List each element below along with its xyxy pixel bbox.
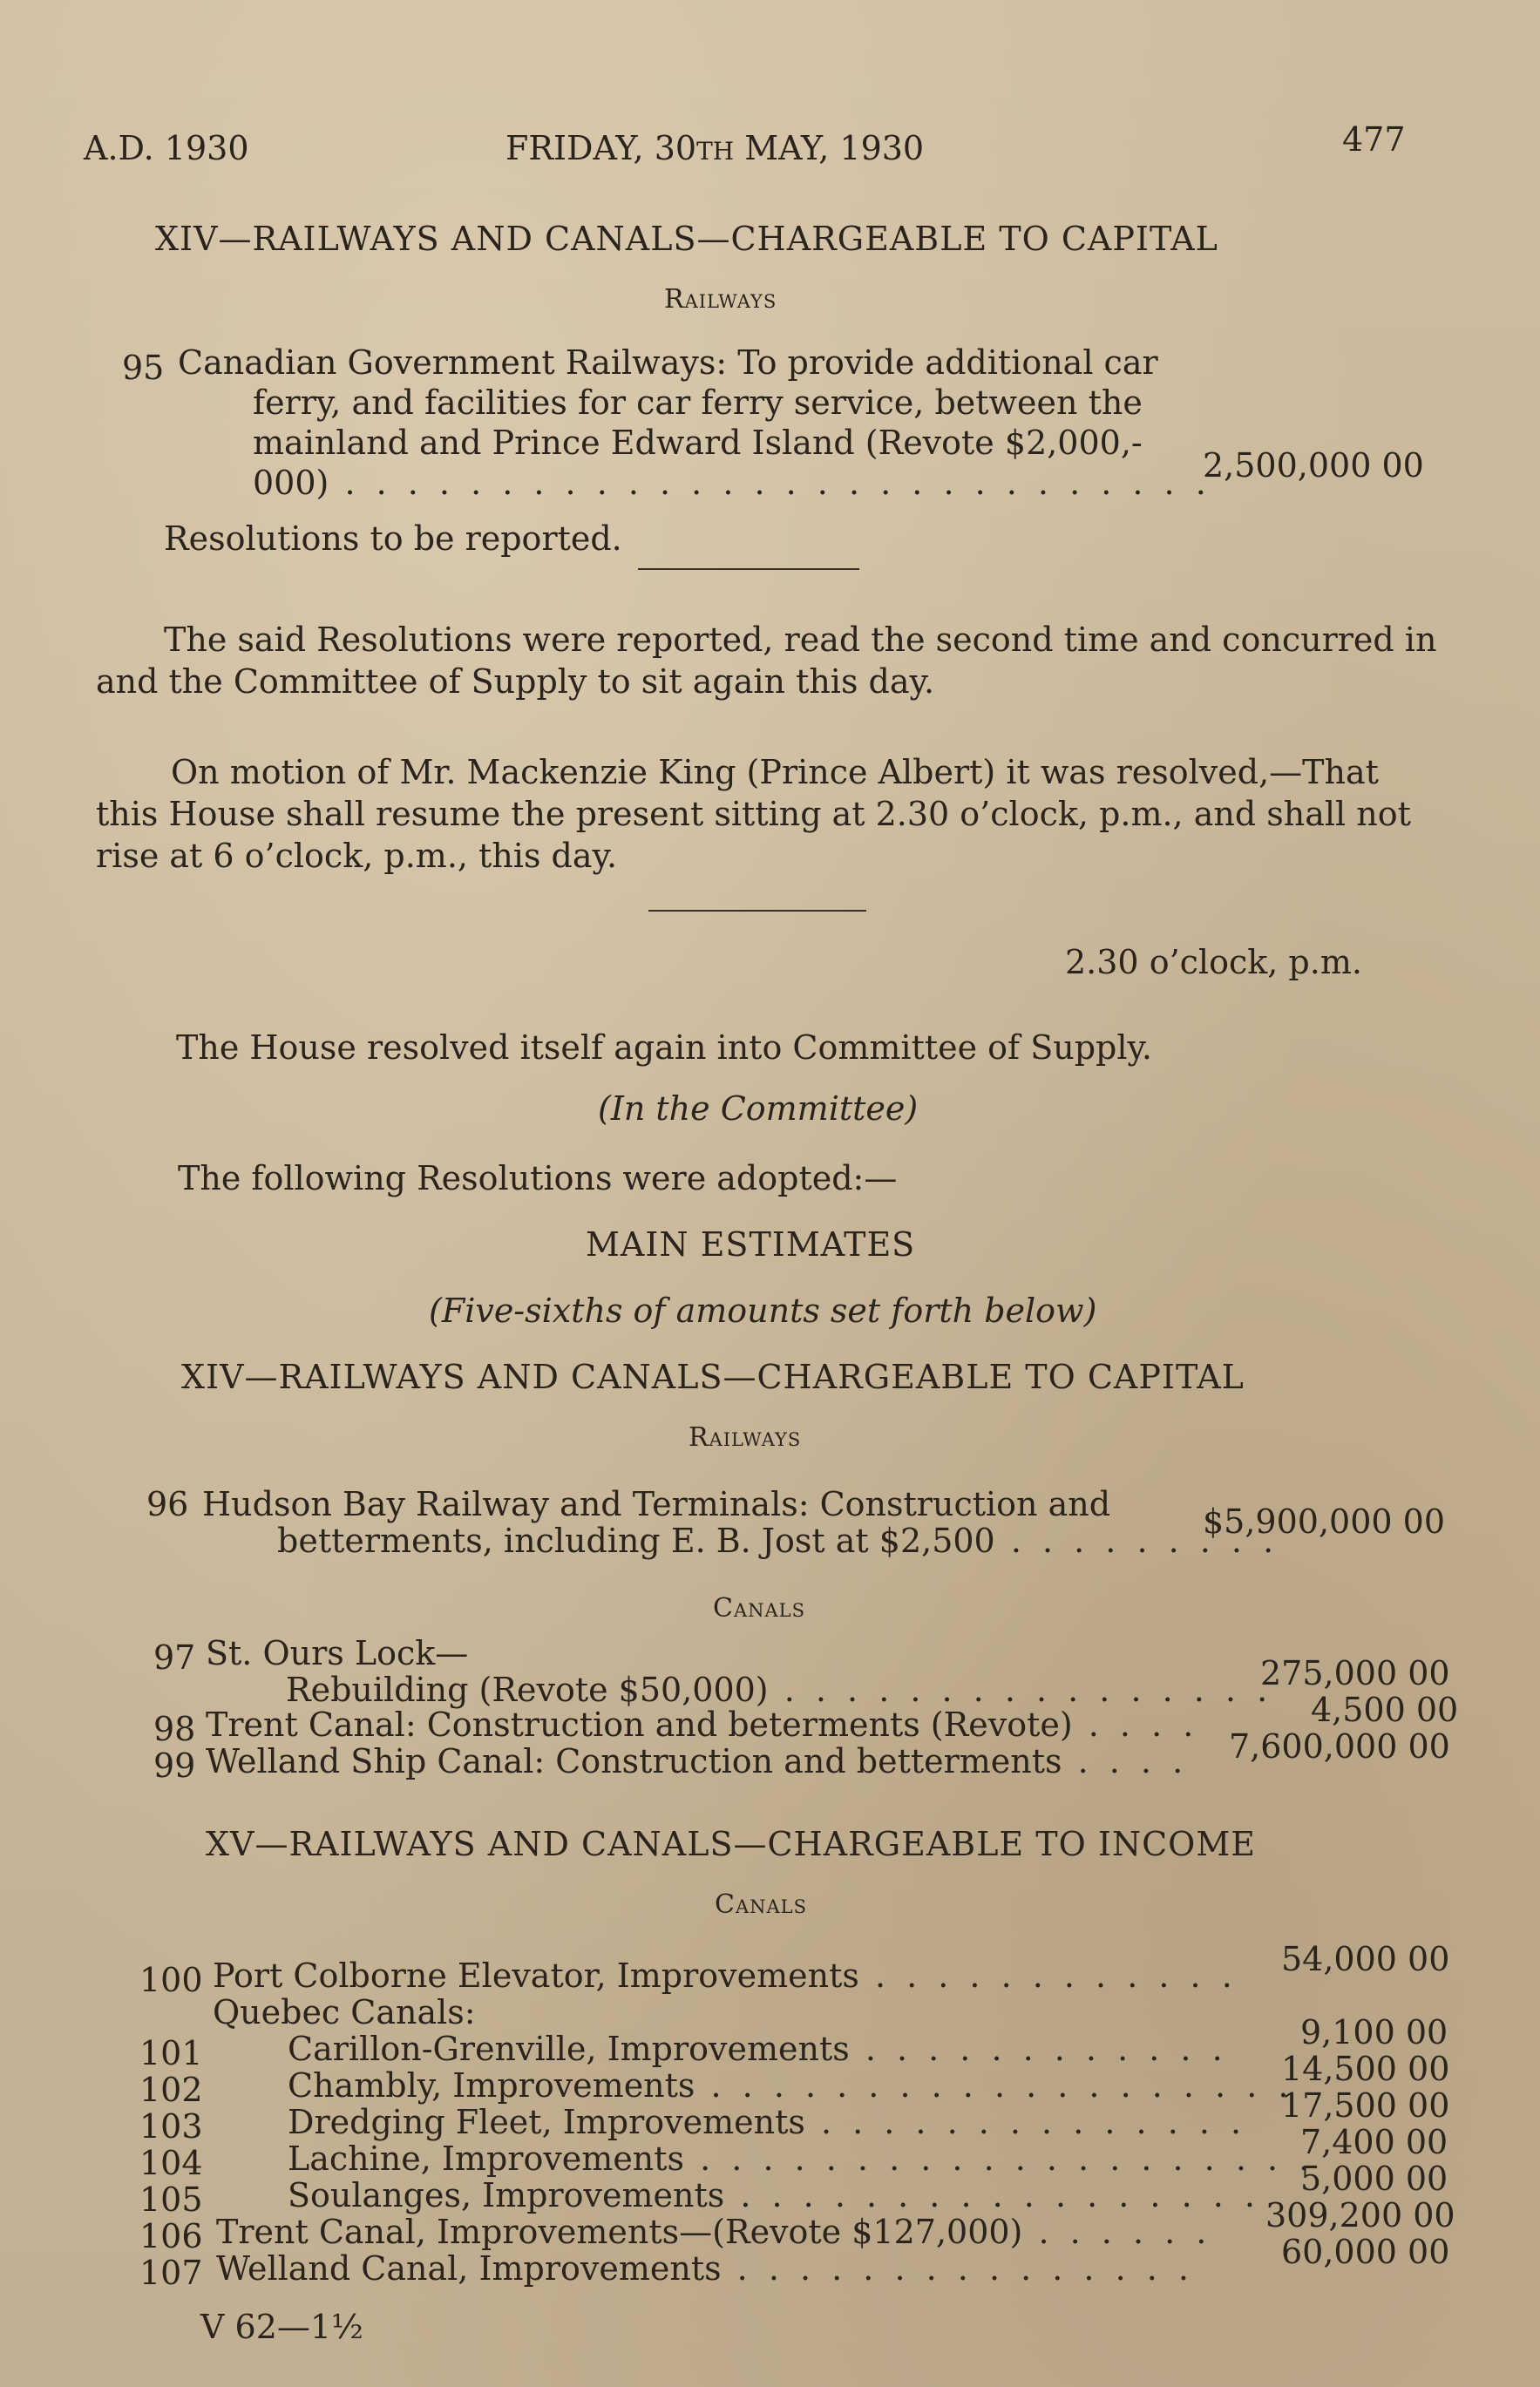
item-99-amount: 7,600,000 00: [1229, 1727, 1450, 1766]
section-subtitle-canals-income: Canals: [715, 1889, 807, 1920]
leader-dots: . . . . . . . . . . . . . . . .: [768, 1671, 1273, 1709]
para4: The following Resolutions were adopted:—: [178, 1159, 898, 1197]
para3: The House resolved itself again into Committee of Supply.: [176, 1028, 1152, 1067]
item-105-amount: 5,000 00: [1300, 2160, 1448, 2198]
header-date-post: MAY, 1930: [734, 129, 925, 167]
leader-dots: . . . . . . . . . . . . . .: [804, 2103, 1247, 2141]
item-104-label: [288, 2140, 1314, 2177]
item-107-amount: 60,000 00: [1281, 2233, 1450, 2271]
item-number-98: 98: [153, 1710, 196, 1748]
item-96-line2: [277, 1520, 1279, 1562]
item-97-line2-text: Rebuilding (Revote $50,000): [286, 1671, 769, 1709]
leader-dots: . . . . . . . . . . . . . . . . . . . . . . . . . . . .: [329, 464, 1211, 502]
main-estimates-title: MAIN ESTIMATES: [586, 1225, 916, 1264]
item-number-105: 105: [139, 2180, 203, 2219]
item-95-line4: [253, 462, 1211, 504]
item-95-amount: 2,500,000 00: [1203, 446, 1424, 485]
item-number-103: 103: [139, 2107, 203, 2146]
item-101-amount: 9,100 00: [1300, 2013, 1448, 2051]
item-101-label: [288, 2031, 1228, 2067]
leader-dots: . . . . . . . . . . . . . . . . .: [724, 2176, 1260, 2214]
section-subtitle-railways: Railways: [664, 284, 777, 315]
resolution-note: Resolutions to be reported.: [164, 519, 622, 558]
item-104-amount: 7,400 00: [1300, 2123, 1448, 2161]
header-date: [505, 129, 924, 167]
section-title-capital-2: XIV—RAILWAYS AND CANALS—CHARGEABLE TO CAPITAL: [181, 1358, 1245, 1396]
item-number-96: 96: [146, 1485, 189, 1523]
item-number-99: 99: [153, 1746, 196, 1785]
main-estimates-note: (Five-sixths of amounts set forth below): [429, 1292, 1097, 1330]
item-100-label-text: Port Colborne Elevator, Improvements: [213, 1956, 859, 1995]
leader-dots: . . . .: [1062, 1742, 1189, 1780]
item-96-line1: Hudson Bay Railway and Terminals: Construction and: [202, 1485, 1111, 1523]
header-year: A.D. 1930: [84, 129, 249, 167]
printer-signature: V 62—1½: [200, 2308, 363, 2346]
leader-dots: . . . . . . . . . . . .: [858, 1956, 1238, 1995]
leader-dots: . . . .: [1072, 1705, 1199, 1744]
section-subtitle-railways-2: Railways: [689, 1422, 802, 1453]
item-99-label: [206, 1743, 1188, 1780]
item-number-100: 100: [139, 1961, 203, 1999]
item-102-label-text: Chambly, Improvements: [288, 2066, 695, 2105]
para1-line1: The said Resolutions were reported, read the second time and concurred in: [164, 620, 1437, 659]
section-title-capital: XIV—RAILWAYS AND CANALS—CHARGEABLE TO CAPITAL: [155, 220, 1218, 258]
divider: [638, 568, 859, 570]
item-106-label-text: Trent Canal, Improvements—(Revote $127,000): [216, 2213, 1023, 2251]
section-subtitle-canals: Canals: [713, 1593, 805, 1624]
item-105-label-text: Soulanges, Improvements: [288, 2176, 725, 2214]
item-103-amount: 17,500 00: [1281, 2086, 1450, 2125]
item-number-106: 106: [139, 2217, 203, 2255]
leader-dots: . . . . . . . . . . . . . . . . . . .: [695, 2066, 1294, 2105]
item-95-line3: mainland and Prince Edward Island (Revote $2,000,-: [253, 424, 1143, 462]
item-97-line1: St. Ours Lock—: [206, 1634, 469, 1672]
item-100-amount: 54,000 00: [1281, 1940, 1450, 1978]
header-date-pre: FRIDAY, 30: [505, 129, 697, 167]
header-date-th: TH: [696, 137, 735, 166]
item-96-line2-text: betterments, including E. B. Jost at $2,500: [277, 1522, 995, 1560]
para2-line2: this House shall resume the present sitting at 2.30 o’clock, p.m., and shall not: [96, 795, 1411, 833]
item-102-amount: 14,500 00: [1281, 2050, 1450, 2088]
item-103-label: [288, 2104, 1246, 2140]
item-98-label-text: Trent Canal: Construction and beterments (Revote): [206, 1705, 1073, 1744]
item-95-line2: ferry, and facilities for car ferry service, between the: [253, 383, 1143, 422]
item-98-label: [206, 1706, 1198, 1743]
item-104-label-text: Lachine, Improvements: [288, 2139, 685, 2178]
item-106-label: [216, 2214, 1211, 2250]
section-title-income: XV—RAILWAYS AND CANALS—CHARGEABLE TO INCOME: [206, 1825, 1256, 1863]
item-99-label-text: Welland Ship Canal: Construction and betterments: [206, 1742, 1062, 1780]
para2-line1: On motion of Mr. Mackenzie King (Prince Albert) it was resolved,—That: [171, 753, 1379, 791]
item-number-95: 95: [122, 349, 165, 387]
leader-dots: . . . . . .: [1022, 2213, 1212, 2251]
leader-dots: . . . . . . . . . . . .: [849, 2030, 1228, 2068]
item-103-label-text: Dredging Fleet, Improvements: [288, 2103, 805, 2141]
item-100-label: [213, 1957, 1238, 1994]
leader-dots: . . . . . . . . . . . . . . .: [721, 2249, 1194, 2288]
item-95-line1: Canadian Government Railways: To provide additional car: [178, 343, 1158, 382]
item-106-amount: 309,200 00: [1265, 2196, 1455, 2234]
item-number-101: 101: [139, 2034, 203, 2072]
item-107-label-text: Welland Canal, Improvements: [216, 2249, 722, 2288]
item-96-amount: $5,900,000 00: [1203, 1502, 1446, 1541]
item-95-line4-text: 000): [253, 464, 329, 502]
item-97-amount: 275,000 00: [1260, 1654, 1450, 1692]
item-number-104: 104: [139, 2144, 203, 2182]
item-107-label: [216, 2250, 1194, 2287]
committee-note: (In the Committee): [598, 1089, 919, 1128]
item-105-label: [288, 2177, 1260, 2214]
item-102-label: [288, 2067, 1293, 2104]
item-101-label-text: Carillon-Grenville, Improvements: [288, 2030, 850, 2068]
page-number: 477: [1342, 120, 1406, 159]
para1-line2: and the Committee of Supply to sit again this day.: [96, 662, 935, 701]
leader-dots: . . . . . . . . .: [994, 1522, 1279, 1560]
item-number-97: 97: [153, 1638, 196, 1677]
item-98-amount: 4,500 00: [1311, 1691, 1459, 1729]
para2-line3: rise at 6 o’clock, p.m., this day.: [96, 837, 618, 875]
item-number-107: 107: [139, 2254, 203, 2292]
time-note: 2.30 o’clock, p.m.: [1065, 943, 1362, 981]
quebec-canals-heading: Quebec Canals:: [213, 1993, 476, 2031]
item-97-line2: [286, 1672, 1272, 1708]
leader-dots: . . . . . . . . . . . . . . . . . . . .: [684, 2139, 1315, 2178]
divider: [648, 910, 866, 912]
item-number-102: 102: [139, 2071, 203, 2109]
